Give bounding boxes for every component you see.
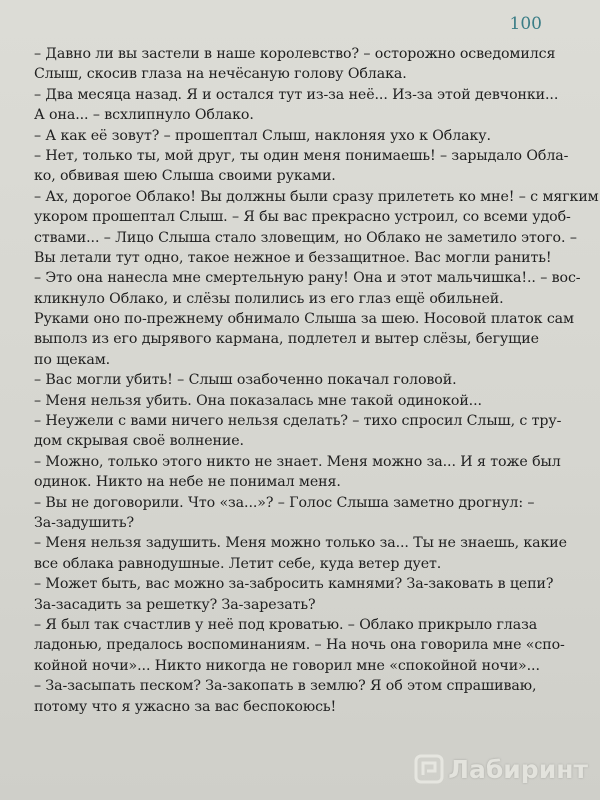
text-line: укором прошептал Слыш. – Я бы вас прекрасно устроил, со всеми удоб-	[34, 209, 571, 226]
page-number: 100	[509, 14, 542, 34]
text-line: дом скрывая своё волнение.	[34, 433, 244, 450]
text-line: ладонью, предалось воспоминаниям. – На ночь она говорила мне «спо-	[34, 637, 565, 654]
text-line: – Можно, только этого никто не знает. Меня можно за... И я тоже был	[34, 453, 561, 470]
text-line: – А как её зовут? – прошептал Слыш, наклоняя ухо к Облаку.	[34, 127, 491, 144]
text-line: потому что я ужасно за вас беспокоюсь!	[34, 698, 337, 715]
text-line: выполз из его дырявого кармана, подлетел и вытер слёзы, бегущие	[34, 331, 539, 348]
text-line: – Я был так счастлив у неё под кроватью. – Облако прикрыло глаза	[34, 616, 538, 633]
text-line: – Меня нельзя убить. Она показалась мне такой одинокой...	[34, 392, 482, 409]
text-line: А она... – всхлипнуло Облако.	[34, 107, 254, 124]
text-line: – За-засыпать песком? За-закопать в землю? Я об этом спрашиваю,	[34, 678, 537, 695]
text-line: – Вас могли убить! – Слыш озабоченно покачал головой.	[34, 372, 457, 389]
text-line: – Меня нельзя задушить. Меня можно только за... Ты не знаешь, какие	[34, 535, 567, 552]
text-line: – Нет, только ты, мой друг, ты один меня понимаешь! – зарыдало Обла-	[34, 147, 569, 164]
text-line: За-засадить за решетку? За-зарезать?	[34, 596, 316, 613]
text-line: – Это она нанесла мне смертельную рану! Она и этот мальчишка!.. – вос-	[34, 270, 581, 287]
text-line: кликнуло Облако, и слёзы полились из его глаз ещё обильней.	[34, 290, 504, 307]
text-line: За-задушить?	[34, 514, 134, 531]
text-line: – Давно ли вы застели в наше королевство? – осторожно осведомился	[34, 46, 556, 62]
page-text	[34, 44, 599, 717]
text-line: – Ах, дорогое Облако! Вы должны были сразу прилететь ко мне! – с мягким	[34, 188, 599, 205]
text-line: койной ночи»... Никто никогда не говорил мне «спокойной ночи»...	[34, 657, 540, 674]
text-line: ко, обвивая шею Слыша своими руками.	[34, 168, 336, 185]
text-line: по щекам.	[34, 351, 111, 368]
text-line: – Два месяца назад. Я и остался тут из-за неё... Из-за этой девчонки...	[34, 86, 559, 103]
text-line: все облака равнодушные. Летит себе, куда ветер дует.	[34, 555, 442, 572]
text-line: – Неужели с вами ничего нельзя сделать? – тихо спросил Слыш, с тру-	[34, 413, 562, 430]
text-line: Вы летали тут одно, такое нежное и беззащитное. Вас могли ранить!	[34, 249, 552, 266]
text-line: – Вы не договорили. Что «за...»? – Голос Слыша заметно дрогнул: –	[34, 494, 535, 511]
text-line: – Может быть, вас можно за-забросить камнями? За-заковать в цепи?	[34, 576, 554, 593]
text-line: ствами... – Лицо Слыша стало зловещим, но Облако не заметило этого. –	[34, 229, 577, 246]
text-line: Руками оно по-прежнему обнимало Слыша за шею. Носовой платок сам	[34, 311, 574, 328]
watermark-text: Лабиринт	[448, 754, 588, 784]
labyrinth-logo-icon	[412, 752, 446, 786]
text-line: одинок. Никто на небе не понимал меня.	[34, 474, 341, 491]
labirint-watermark	[412, 752, 588, 786]
text-line: Слыш, скосив глаза на нечёсаную голову Облака.	[34, 66, 407, 83]
